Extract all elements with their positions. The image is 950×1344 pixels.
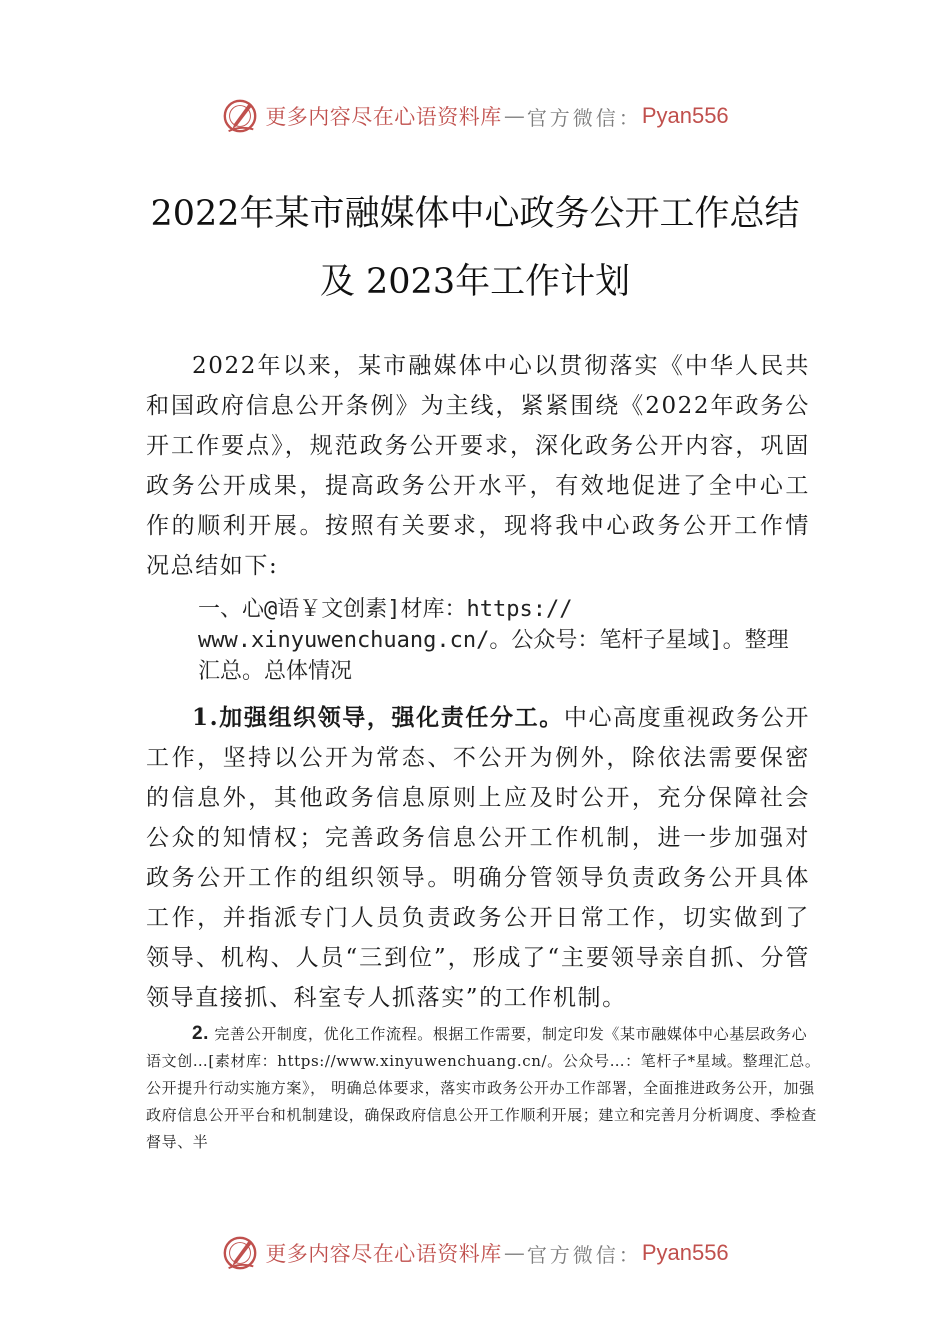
watermark-wechat-id: Pyan556 <box>641 103 729 128</box>
watermark-label: 官方微信： <box>526 1242 642 1267</box>
document-title-line1: 2022年某市融媒体中心政务公开工作总结 <box>150 194 800 234</box>
quill-stamp-icon <box>221 97 259 135</box>
watermark-footer <box>0 1231 950 1275</box>
intro-paragraph: 2022年以来，某市融媒体中心以贯彻落实《中华人民共和国政府信息公开条例》为主线，紧紧围绕《2022年政务公开工作要点》，规范政务公开要求，深化政务公开内容，巩固政务公开成果，提高政务公开水平，有效地促进了全中心工作的顺利开展。按照有关要求，现将我中心政务公开工作情况总结如下: <box>146 353 810 579</box>
watermark-wechat-id: Pyan556 <box>641 1240 729 1265</box>
item1-paragraph <box>146 698 810 1018</box>
item1-heading: 1.加强组织领导，强化责任分工。 <box>192 704 564 731</box>
watermark-label: 官方微信： <box>526 105 642 130</box>
watermark-dash: — <box>503 104 525 128</box>
item2-text: 完善公开制度，优化工作流程。根据工作需要，制定印发《某市融媒体中心基层政务心语文创…[素材库：https://www.xinyuwenchuang.cn/。公众号…：笔杆子*星域。整理汇总。公开提升行动实施方案》， 明确总体要求，落实市政务公开办工作部署，全面推进政务公开，加强政府信息公开平台和机制建设，确保政府信息公开工作顺利开展；建立和完善月分析调度、季检查督导、半 <box>146 1025 821 1151</box>
watermark-header <box>0 94 950 138</box>
watermark-brand-text: 更多内容尽在心语资料库 <box>265 1242 502 1266</box>
item1-text: 中心高度重视政务公开工作，坚持以公开为常态、不公开为例外，除依法需要保密的信息外，其他政务信息原则上应及时公开，充分保障社会公众的知情权；完善政务信息公开工作机制，进一步加强对政务公开工作的组织领导。明确分管领导负责政务公开具体工作，并指派专门人员负责政务公开日常工作，切实做到了领导、机构、人员“三到位”，形成了“主要领导亲自抓、分管领导直接抓、科室专人抓落实”的工作机制。 <box>146 705 810 1011</box>
section1-line3: 汇总。总体情况 <box>198 659 353 684</box>
watermark-brand-text: 更多内容尽在心语资料库 <box>265 105 502 129</box>
item2-number: 2. <box>192 1023 210 1044</box>
watermark-dash: — <box>503 1241 525 1265</box>
section1-heading <box>198 594 828 687</box>
quill-stamp-icon <box>221 1234 259 1272</box>
document-title-line2: 及 2023年工作计划 <box>319 262 631 302</box>
section1-line2: www.xinyuwenchuang.cn/。公众号：笔杆子星域]。整理 <box>198 628 789 653</box>
item2-paragraph <box>146 1020 822 1156</box>
section1-line1: 一、心@语￥文创素]材库：https:// <box>198 597 573 622</box>
